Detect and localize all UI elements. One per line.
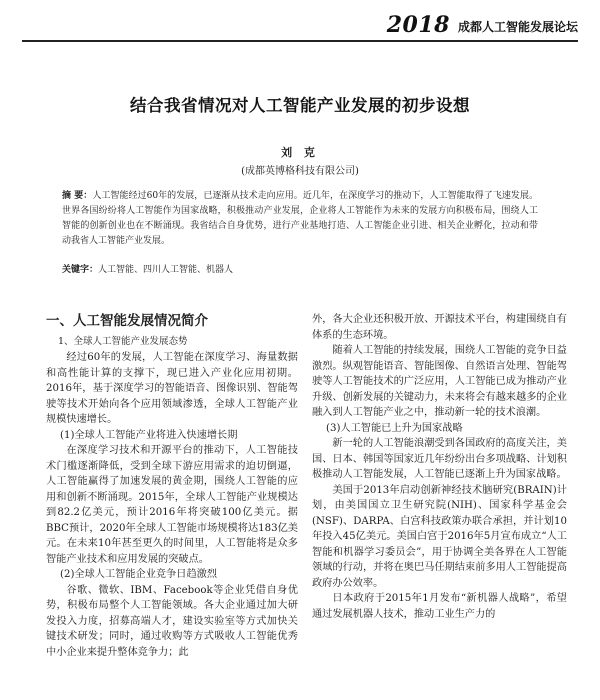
abstract-label: 摘 要： [62,191,93,201]
paragraph: 外，各大企业还积极开放、开源技术平台，构建围绕自有体系的生态环境。 [312,314,567,341]
item-heading: (1)全球人工智能产业将进入快速增长期 [60,429,238,441]
header-rule [22,40,578,42]
abstract [62,189,538,249]
paragraph: 美国于2013年启动创新神经技术脑研究(BRAIN)计划，由美国国立卫生研究院(NIH)、国家科学基金会(NSF)、DARPA、白宫科技政策办联合承担，并计划10年投入45亿美元。美国白宫于2016年5月宣布成立“人工智能和机器学习委员会”，用于协调全美各界在人工智能领域的行动，并将在奥巴马任期结束前多用人工智能提高政府办公效率。 [312,484,567,589]
abstract-text: 人工智能经过60年的发展，已逐渐从技术走向应用。近几年，在深度学习的推动下，人工智能取得了飞速发展。世界各国纷纷将人工智能作为国家战略，积极推动产业发展，企业将人工智能作为未来的发展方向积极布局，围绕人工智能的创新创业也在不断涌现。我省结合自身优势，进行产业基地打造、人工智能企业引进、相关企业孵化，拉动和带动我省人工智能产业发展。 [62,191,538,246]
item-heading: (3)人工智能已上升为国家战略 [326,422,463,434]
paragraph: 新一轮的人工智能浪潮受到各国政府的高度关注，美国、日本、韩国等国家近几年纷纷出台多项战略、计划积极推动人工智能发展，人工智能已逐渐上升为国家战略。 [312,438,567,480]
paragraph: 经过60年的发展，人工智能在深度学习、海量数据和高性能计算的支撑下，现已进入产业化应用初期。2016年，基于深度学习的智能语音、图像识别、智能驾驶等技术开始向各个应用领域渗透，全球人工智能产业规模快速增长。 [46,352,298,425]
paragraph: 谷歌、微软、IBM、Facebook等企业凭借自身优势，积极布局整个人工智能领域。各大企业通过加大研发投入力度，招募高端人才，建设实验室等方式加快关键技术研发；同时，通过收购等方式吸收人工智能优秀中小企业来提升整体竞争力；此 [46,584,298,658]
article-title: 结合我省情况对人工智能产业发展的初步设想 [130,96,470,115]
keywords-text: 人工智能、四川人工智能、机器人 [98,265,234,275]
section-heading: 一、人工智能发展情况简介 [46,313,208,329]
subsection-heading: 1、全球人工智能产业发展态势 [58,336,188,347]
header-year: 2018 [386,12,450,38]
article-affiliation: (成都英博格科技有限公司) [241,166,359,177]
paragraph: 在深度学习技术和开源平台的推动下，人工智能技术门槛逐渐降低，受到全球下游应用需求的迫切倒逼，人工智能赢得了加速发展的黄金期，围绕人工智能的应用和创新不断涌现。2015年，全球人工智能产业规模达到82.2亿美元，预计2016年将突破100亿美元。据BBC预计，2020年全球人工智能市场规模将达183亿美元。在未来10年甚至更久的时间里，人工智能将是众多智能产业技术和应用发展的突破点。 [46,445,298,565]
paragraph: 日本政府于2015年1月发布“新机器人战略”，希望通过发展机器人技术，推动工业生产力的 [312,593,567,620]
article-author: 刘 克 [281,146,319,159]
header-forum-name: 成都人工智能发展论坛 [457,20,578,34]
keywords [62,263,538,278]
left-column [46,312,298,700]
right-column [312,312,567,700]
item-heading: (2)全球人工智能企业竞争日趋激烈 [60,569,218,580]
paragraph: 随着人工智能的持续发展，围绕人工智能的竞争日益激烈。纵观智能语音、智能图像、自然语言处理、智能驾驶等人工智能技术的广泛应用，人工智能已成为推动产业升级、创新发展的关键动力，未来将会有越来越多的企业融入到人工智能产业之中，推动新一轮的技术浪潮。 [312,345,567,418]
keywords-label: 关键字： [62,265,99,275]
running-header [22,4,578,38]
